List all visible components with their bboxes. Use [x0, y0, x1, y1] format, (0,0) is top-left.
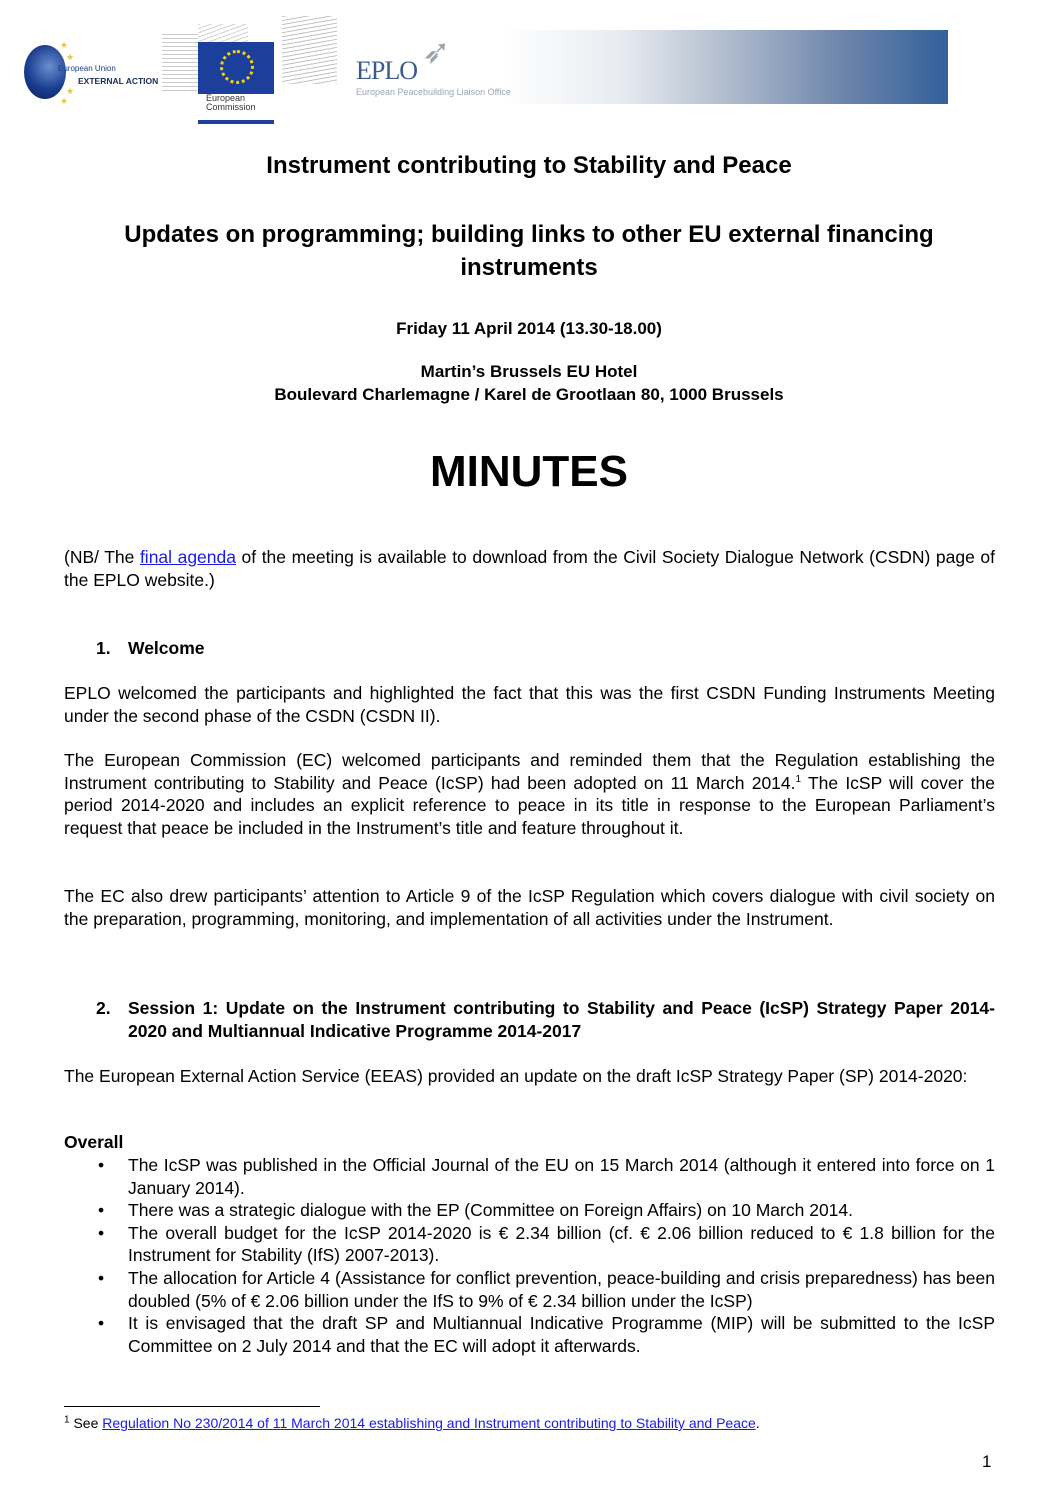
bullet-item: • The overall budget for the IcSP 2014-2020 is € 2.34 billion (cf. € 2.06 billion reduced to € 1.8 billion for the Instrument for Stability (IfS) 2007-2013).	[64, 1222, 995, 1267]
eu-stars-ring	[220, 50, 254, 84]
eu-external-action-logo	[22, 40, 162, 105]
ec-building-lines-right	[282, 16, 337, 84]
paragraph: EPLO welcomed the participants and highlighted the fact that this was the first CSDN Funding Instruments Meeting under the second phase of the CSDN (CSDN II).	[64, 683, 995, 726]
page-number: 1	[982, 1452, 992, 1471]
venue-line-2: Boulevard Charlemagne / Karel de Grootlaan 80, 1000 Brussels	[274, 385, 784, 404]
section-title: Session 1: Update on the Instrument contributing to Stability and Peace (IcSP) Strategy Paper 2014-2020 and Multiannual Indicative Programme 2014-2017	[128, 998, 995, 1041]
ec-logo-underline	[198, 120, 274, 124]
eplo-logo-name: EPLO	[356, 56, 417, 85]
bullet-item: • The allocation for Article 4 (Assistance for conflict prevention, peace-building and crisis preparedness) has been doubled (5% of € 2.06 billion under the IfS to 9% of € 2.34 billion under the IcSP)	[64, 1267, 995, 1312]
section-number: 2.	[96, 998, 111, 1018]
paragraph-text: The European Commission (EC) welcomed participants and reminded them that the Regulation establishing the Instrument contributing to Stability and Peace (IcSP) had been adopted on 11 March 2014.	[64, 750, 995, 793]
regulation-link[interactable]: Regulation No 230/2014 of 11 March 2014 establishing and Instrument contributing to Stability and Peace	[102, 1415, 756, 1431]
minutes-heading: MINUTES	[430, 447, 628, 496]
document-title: Instrument contributing to Stability and Peace	[266, 152, 792, 179]
eeas-logo-line1: European Union	[58, 64, 116, 73]
paragraph	[64, 749, 995, 839]
section-2-intro: The European External Action Service (EEAS) provided an update on the draft IcSP Strategy Paper (SP) 2014-2020:	[64, 1066, 968, 1086]
star-icon: ★	[60, 96, 69, 106]
paragraph-text: The IcSP will cover the period 2014-2020 and includes an explicit reference to peace in its title in response to the European Parliament’s request that peace be included in the Instrument’s title and feature throughout it.	[64, 772, 995, 838]
bullet-item: • There was a strategic dialogue with the EP (Committee on Foreign Affairs) on 10 March 2014.	[64, 1199, 995, 1222]
european-commission-logo	[162, 14, 340, 114]
dove-icon: ➶	[422, 33, 451, 71]
footnote-ref[interactable]: 1	[795, 773, 802, 785]
star-icon: ★	[60, 40, 69, 50]
star-icon: ★	[66, 86, 75, 96]
document-subtitle: Updates on programming; building links to other EU external financing instruments	[124, 221, 934, 281]
ec-logo-line1: European	[206, 93, 246, 103]
note-text-before: (NB/ The	[64, 547, 140, 567]
star-icon: ★	[66, 52, 75, 62]
eplo-logo-subtitle: European Peacebuilding Liaison Office	[356, 87, 511, 97]
final-agenda-link[interactable]: final agenda	[139, 547, 236, 567]
meeting-venue	[0, 360, 1058, 406]
footnote-text-end: .	[755, 1415, 760, 1431]
bullet-item: • The IcSP was published in the Official Journal of the EU on 15 March 2014 (although it entered into force on 1 January 2014).	[64, 1154, 995, 1199]
section-1-heading	[96, 637, 1027, 660]
footnote-separator	[64, 1406, 320, 1407]
footnote-number: 1	[64, 1414, 70, 1426]
bullet-item: • It is envisaged that the draft SP and Multiannual Indicative Programme (MIP) will be submitted to the IcSP Committee on 2 July 2014 and that the EC will adopt it afterwards.	[64, 1312, 995, 1357]
ec-logo-text	[206, 94, 256, 112]
section-2-heading	[96, 997, 995, 1042]
page-header	[0, 0, 1058, 120]
subheading-overall: Overall	[64, 1132, 124, 1152]
ec-building-lines-left	[162, 34, 198, 94]
meeting-date: Friday 11 April 2014 (13.30-18.00)	[396, 319, 662, 338]
section-number: 1.	[96, 638, 111, 658]
eplo-logo-banner	[352, 30, 948, 104]
agenda-note	[64, 546, 995, 591]
eeas-logo-line2: EXTERNAL ACTION	[78, 76, 159, 86]
footnote	[64, 1415, 760, 1431]
eu-flag-icon	[198, 42, 274, 94]
overall-bullet-list	[64, 1154, 995, 1357]
note-text-after: of the meeting is available to download from the Civil Society Dialogue Network (CSDN) page of the EPLO website.)	[64, 547, 995, 590]
section-title: Welcome	[128, 638, 205, 658]
venue-line-1: Martin’s Brussels EU Hotel	[420, 362, 638, 381]
paragraph: The EC also drew participants’ attention to Article 9 of the IcSP Regulation which covers dialogue with civil society on the preparation, programming, monitoring, and implementation of all activities under the Instrument.	[64, 886, 995, 929]
ec-logo-line2: Commission	[206, 102, 256, 112]
footnote-text: See	[69, 1415, 103, 1431]
